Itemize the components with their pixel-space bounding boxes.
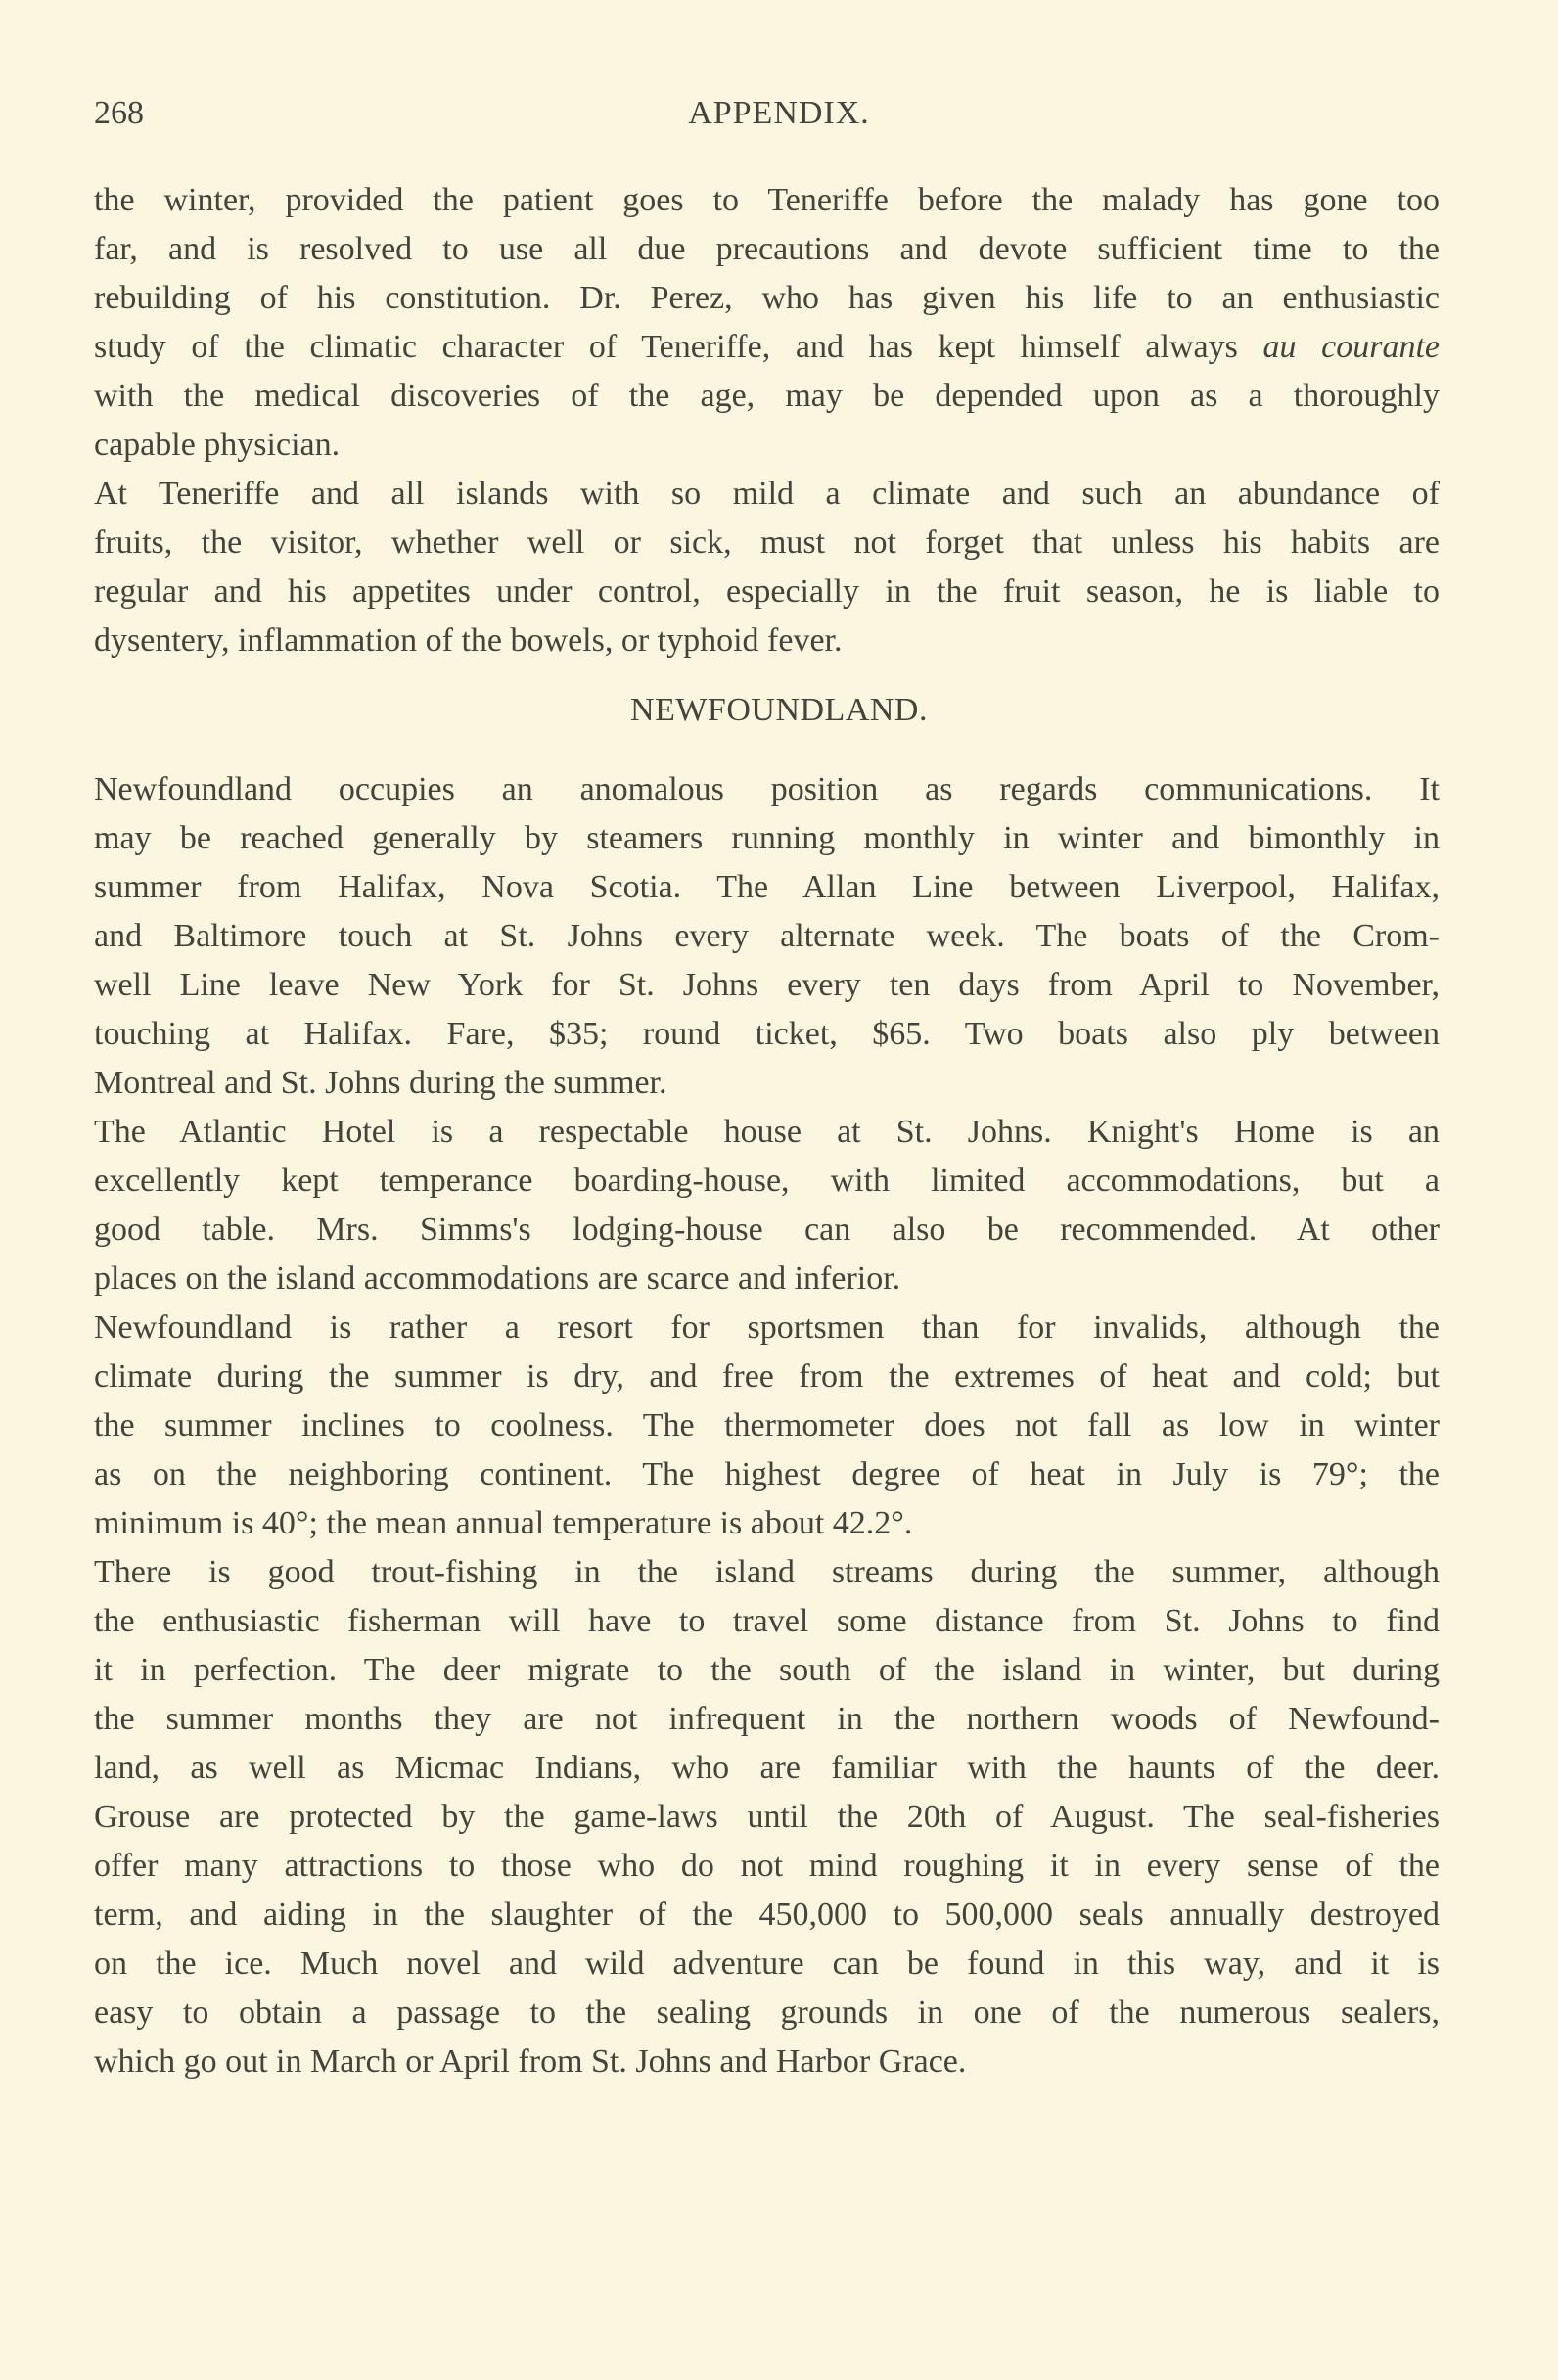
paragraph [94,470,1440,665]
paragraph [94,1108,1440,1304]
text-line: dysentery, inflammation of the bowels, or typhoid fever. [94,622,843,659]
text-line: regular and his appetites under control, especially in the fruit season, he is liable to [94,573,1440,610]
text-line: far, and is resolved to use all due precautions and devote sufficient time to the [94,231,1440,267]
text-line: offer many attractions to those who do not mind roughing it in every sense of the [94,1848,1440,1884]
text-line: and Baltimore touch at St. Johns every alternate week. The boats of the Crom- [94,918,1440,954]
text-block-newfoundland [94,765,1440,2086]
text-line: Grouse are protected by the game-laws until the 20th of August. The seal-fisheries [94,1799,1440,1835]
text-line [94,323,1440,372]
text-line: land, as well as Micmac Indians, who are familiar with the haunts of the deer. [94,1750,1440,1786]
text-line: which go out in March or April from St. Johns and Harbor Grace. [94,2043,967,2080]
text-line: excellently kept temperance boarding-house, with limited accommodations, but a [94,1163,1440,1199]
text-line: with the medical discoveries of the age, may be depended upon as a thoroughly [94,378,1440,414]
paragraph [94,765,1440,1108]
text-line: the summer months they are not infrequent in the northern woods of Newfound- [94,1701,1440,1737]
text-line: At Teneriffe and all islands with so mild a climate and such an abundance of [94,476,1440,512]
text-line: term, and aiding in the slaughter of the 450,000 to 500,000 seals annually destroyed [94,1897,1440,1933]
text-line: Montreal and St. Johns during the summer. [94,1065,667,1101]
text-line: may be reached generally by steamers running monthly in winter and bimonthly in [94,820,1440,856]
text-line: it in perfection. The deer migrate to the south of the island in winter, but during [94,1652,1440,1688]
paragraph [94,1304,1440,1548]
section-heading: NEWFOUNDLAND. [630,692,928,728]
text-line: Newfoundland is rather a resort for sportsmen than for invalids, although the [94,1309,1440,1346]
running-title: APPENDIX. [688,95,870,131]
text-line: good table. Mrs. Simms's lodging-house can also be recommended. At other [94,1212,1440,1248]
italic-text: au courante [1262,329,1440,365]
text-line: rebuilding of his constitution. Dr. Perez, who has given his life to an enthusiastic [94,280,1440,316]
text-line: summer from Halifax, Nova Scotia. The Allan Line between Liverpool, Halifax, [94,869,1440,905]
text-line: on the ice. Much novel and wild adventure can be found in this way, and it is [94,1945,1440,1982]
text-line: as on the neighboring continent. The highest degree of heat in July is 79°; the [94,1456,1440,1492]
text-line: easy to obtain a passage to the sealing grounds in one of the numerous sealers, [94,1994,1440,2031]
text-line: the enthusiastic fisherman will have to travel some distance from St. Johns to find [94,1603,1440,1639]
text-line: capable physician. [94,427,341,463]
text-line: fruits, the visitor, whether well or sick, must not forget that unless his habits are [94,525,1440,561]
text-line: There is good trout-fishing in the island streams during the summer, although [94,1554,1440,1590]
text-line: Newfoundland occupies an anomalous position as regards communications. It [94,771,1440,807]
page-number: 268 [94,95,144,131]
text-line: well Line leave New York for St. Johns every ten days from April to November, [94,967,1440,1003]
text-line: the winter, provided the patient goes to Teneriffe before the malady has gone too [94,182,1440,218]
text-block-teneriffe [94,176,1440,665]
paragraph [94,176,1440,470]
paragraph [94,1548,1440,2086]
text-line: the summer inclines to coolness. The thermometer does not fall as low in winter [94,1407,1440,1443]
text-line: minimum is 40°; the mean annual temperature is about 42.2°. [94,1505,913,1541]
text-line: climate during the summer is dry, and free from the extremes of heat and cold; but [94,1358,1440,1395]
text-line: places on the island accommodations are scarce and inferior. [94,1260,901,1297]
text-line: The Atlantic Hotel is a respectable house at St. Johns. Knight's Home is an [94,1114,1440,1150]
text-line: touching at Halifax. Fare, $35; round ticket, $65. Two boats also ply between [94,1016,1440,1052]
text-span: study of the climatic character of Teneriffe, and has kept himself always [94,329,1263,365]
